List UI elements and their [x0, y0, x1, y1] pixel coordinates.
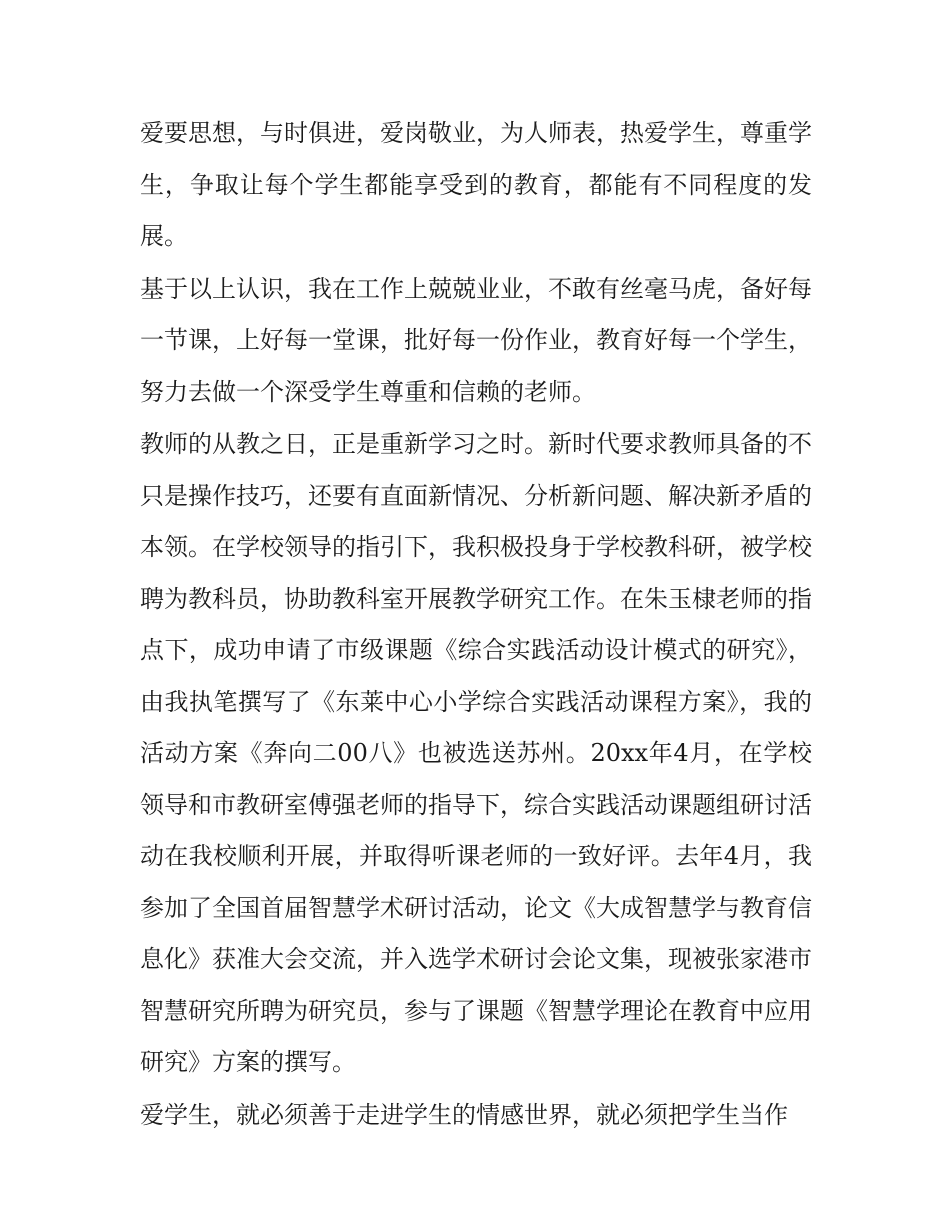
document-body: [140, 108, 812, 1141]
paragraph-3: 教师的从教之日，正是重新学习之时。新时代要求教师具备的不只是操作技巧，还要有直面新情况、分析新问题、解决新矛盾的本领。在学校领导的指引下，我积极投身于学校教科研，被学校聘为教科员，协助教科室开展教学研究工作。在朱玉棣老师的指点下，成功申请了市级课题《综合实践活动设计模式的研究》，由我执笔撰写了《东莱中心小学综合实践活动课程方案》，我的活动方案《奔向二00八》也被选送苏州。20xx年4月，在学校领导和市教研室傅强老师的指导下，综合实践活动课题组研讨活动在我校顺利开展，并取得听课老师的一致好评。去年4月，我参加了全国首届智慧学术研讨活动，论文《大成智慧学与教育信息化》获准大会交流，并入选学术研讨会论文集，现被张家港市智慧研究所聘为研究员，参与了课题《智慧学理论在教育中应用研究》方案的撰写。: [140, 430, 812, 1076]
paragraph-1: 爱要思想，与时俱进，爱岗敬业，为人师表，热爱学生，尊重学生，争取让每个学生都能享受到的教育，都能有不同程度的发展。: [140, 119, 812, 250]
paragraph-2: 基于以上认识，我在工作上兢兢业业，不敢有丝毫马虎，备好每一节课，上好每一堂课，批好每一份作业，教育好每一个学生，努力去做一个深受学生尊重和信赖的老师。: [140, 274, 812, 406]
paragraph-4: 爱学生，就必须善于走进学生的情感世界，就必须把学生当作: [140, 1100, 788, 1129]
